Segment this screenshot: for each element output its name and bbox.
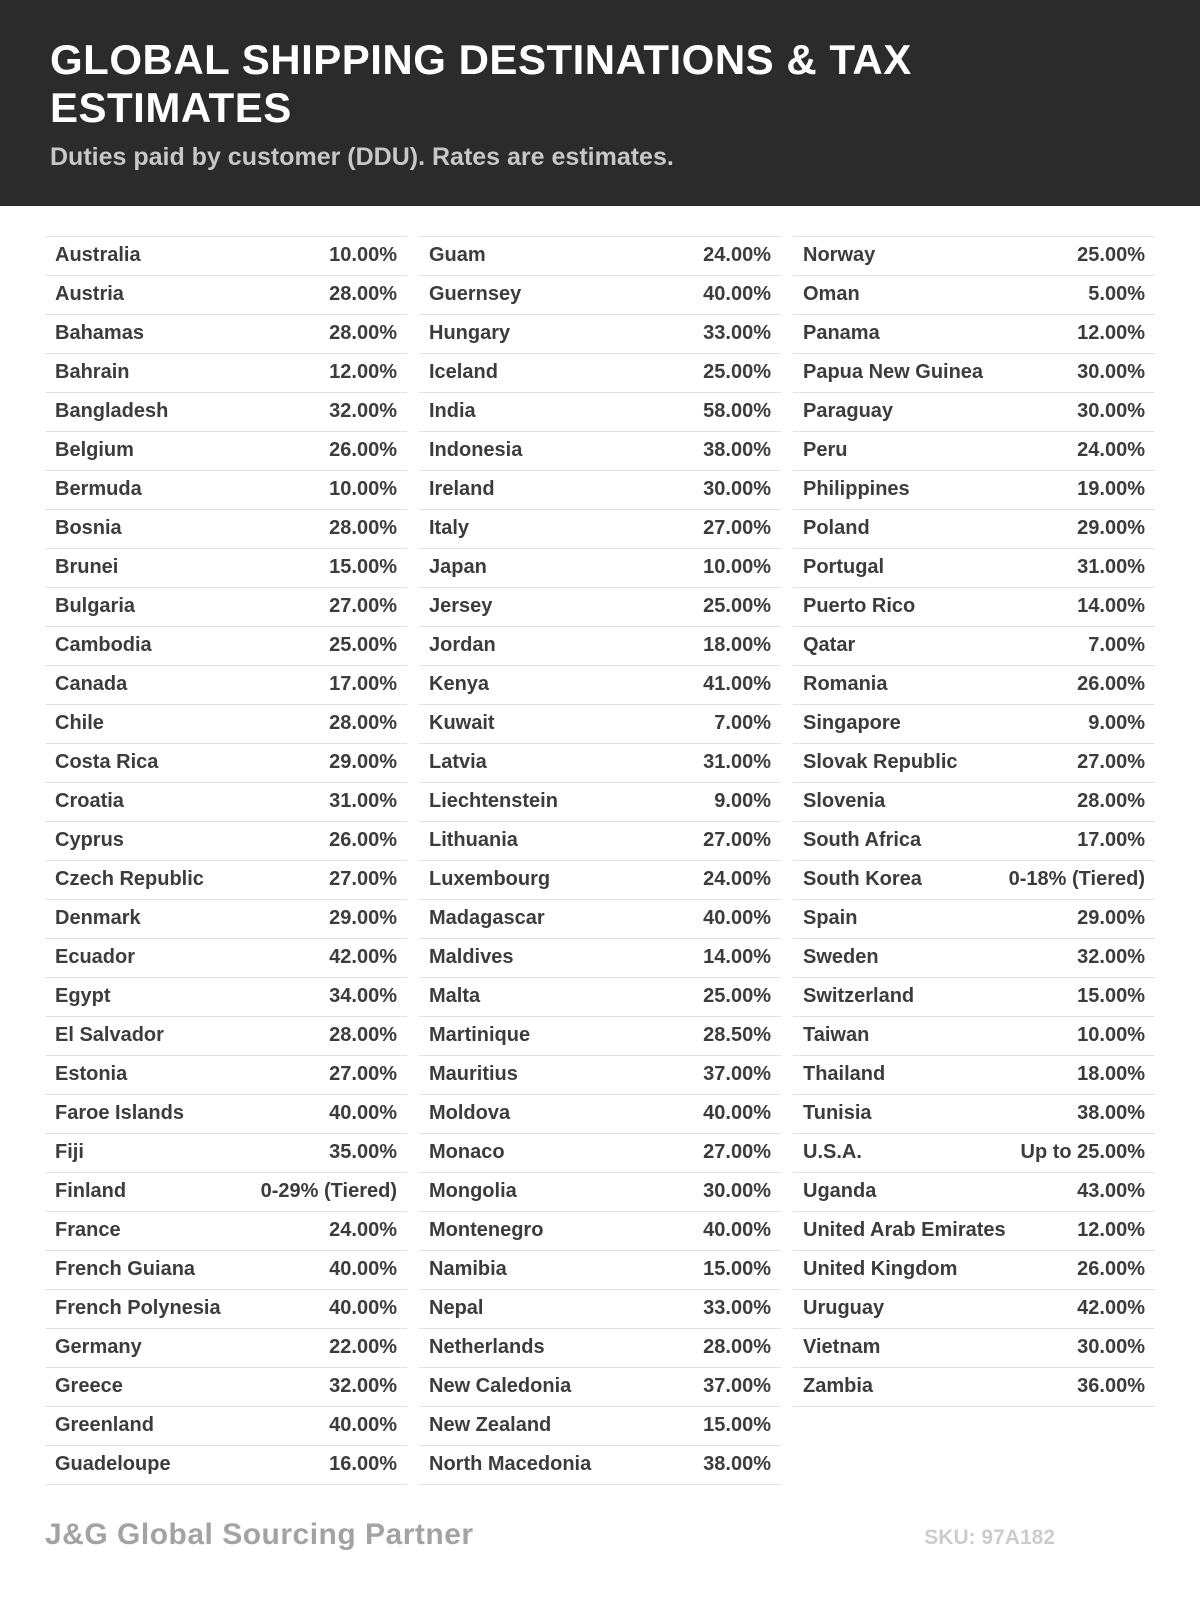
tax-rate: 12.00% <box>1077 1219 1145 1242</box>
country-name: U.S.A. <box>803 1141 862 1164</box>
rate-row <box>419 939 781 978</box>
tax-rate: 29.00% <box>329 907 397 930</box>
rate-row <box>793 1173 1155 1212</box>
rate-row <box>419 1017 781 1056</box>
tax-rate: 25.00% <box>329 634 397 657</box>
country-name: Jersey <box>429 595 493 618</box>
tax-rate: 19.00% <box>1077 478 1145 501</box>
country-name: Zambia <box>803 1375 874 1398</box>
tax-rate: 37.00% <box>703 1375 771 1398</box>
country-name: Mauritius <box>429 1063 518 1086</box>
country-name: United Kingdom <box>803 1258 958 1281</box>
tax-rate: 24.00% <box>703 244 771 267</box>
tax-rate: 29.00% <box>329 751 397 774</box>
country-name: Liechtenstein <box>429 790 558 813</box>
tax-rate: 31.00% <box>329 790 397 813</box>
rate-row <box>419 1173 781 1212</box>
rate-row <box>793 588 1155 627</box>
tax-rate: 22.00% <box>329 1336 397 1359</box>
tax-rate: 58.00% <box>703 400 771 423</box>
tax-rate: 28.00% <box>329 1024 397 1047</box>
rate-row <box>793 1056 1155 1095</box>
tax-rate: 25.00% <box>703 361 771 384</box>
rate-row <box>419 900 781 939</box>
rate-row <box>419 861 781 900</box>
tax-rate: 42.00% <box>1077 1297 1145 1320</box>
rate-row <box>793 1368 1155 1407</box>
rate-row <box>793 939 1155 978</box>
tax-rate: 40.00% <box>703 283 771 306</box>
country-name: Chile <box>55 712 104 735</box>
tax-rate: 30.00% <box>1077 361 1145 384</box>
tax-rate: 18.00% <box>703 634 771 657</box>
country-name: India <box>429 400 476 423</box>
tax-rate: 38.00% <box>703 439 771 462</box>
country-name: Lithuania <box>429 829 518 852</box>
country-name: Maldives <box>429 946 514 969</box>
rate-row <box>45 744 407 783</box>
tax-rate: 40.00% <box>703 1102 771 1125</box>
tax-rate: 40.00% <box>329 1258 397 1281</box>
tax-rate: 29.00% <box>1077 907 1145 930</box>
country-name: Latvia <box>429 751 487 774</box>
tax-rate: 18.00% <box>1077 1063 1145 1086</box>
rate-row <box>45 588 407 627</box>
tax-rate: 32.00% <box>329 400 397 423</box>
country-name: Greece <box>55 1375 123 1398</box>
rate-row <box>793 315 1155 354</box>
country-name: Nepal <box>429 1297 484 1320</box>
country-name: Slovenia <box>803 790 886 813</box>
tax-rate: 36.00% <box>1077 1375 1145 1398</box>
country-name: Italy <box>429 517 470 540</box>
rate-row <box>45 354 407 393</box>
country-name: North Macedonia <box>429 1453 592 1476</box>
tax-rate: 37.00% <box>703 1063 771 1086</box>
rate-row <box>793 354 1155 393</box>
tax-rate: 30.00% <box>1077 1336 1145 1359</box>
tax-rate: 40.00% <box>329 1414 397 1437</box>
rates-column-1 <box>45 236 407 1485</box>
rate-row <box>419 432 781 471</box>
country-name: Spain <box>803 907 858 930</box>
rate-row <box>793 393 1155 432</box>
rate-row <box>45 1134 407 1173</box>
rate-row <box>793 1017 1155 1056</box>
country-name: Faroe Islands <box>55 1102 184 1125</box>
country-name: Guadeloupe <box>55 1453 171 1476</box>
rate-row <box>793 237 1155 276</box>
rate-row <box>793 744 1155 783</box>
tax-rate: 40.00% <box>703 1219 771 1242</box>
tax-rate: 14.00% <box>703 946 771 969</box>
tax-rate: 40.00% <box>329 1102 397 1125</box>
rate-row <box>45 627 407 666</box>
country-name: Poland <box>803 517 870 540</box>
tax-rate: 26.00% <box>329 829 397 852</box>
tax-rate: 25.00% <box>1077 244 1145 267</box>
rate-row <box>45 1290 407 1329</box>
tax-rate: 33.00% <box>703 1297 771 1320</box>
tax-rate: 29.00% <box>1077 517 1145 540</box>
country-name: Bermuda <box>55 478 142 501</box>
tax-rate: 34.00% <box>329 985 397 1008</box>
rate-row <box>419 744 781 783</box>
country-name: Belgium <box>55 439 134 462</box>
country-name: Croatia <box>55 790 124 813</box>
rate-row <box>45 393 407 432</box>
rate-row <box>419 276 781 315</box>
rate-row <box>419 393 781 432</box>
tax-rate: 40.00% <box>703 907 771 930</box>
rate-row <box>419 1407 781 1446</box>
rate-row <box>793 861 1155 900</box>
rate-row <box>793 276 1155 315</box>
rate-row <box>45 276 407 315</box>
tax-rate: 9.00% <box>1088 712 1145 735</box>
rate-row <box>45 978 407 1017</box>
rate-row <box>45 900 407 939</box>
tax-rate: 28.00% <box>703 1336 771 1359</box>
header-banner <box>0 0 1200 206</box>
country-name: Papua New Guinea <box>803 361 984 384</box>
country-name: Australia <box>55 244 141 267</box>
rate-row <box>793 1329 1155 1368</box>
brand-name: J&G Global Sourcing Partner <box>45 1518 474 1551</box>
tax-rate: 14.00% <box>1077 595 1145 618</box>
rate-row <box>419 1368 781 1407</box>
tax-rate: 15.00% <box>703 1258 771 1281</box>
country-name: Cambodia <box>55 634 152 657</box>
rate-row <box>45 1368 407 1407</box>
tax-rate: 28.00% <box>329 517 397 540</box>
rate-row <box>419 1095 781 1134</box>
rate-row <box>45 861 407 900</box>
rate-row <box>419 549 781 588</box>
country-name: Finland <box>55 1180 127 1203</box>
country-name: Greenland <box>55 1414 154 1437</box>
sku-label: SKU: 97A182 <box>924 1526 1055 1549</box>
tax-rate: 17.00% <box>329 673 397 696</box>
country-name: Bahrain <box>55 361 130 384</box>
rate-row <box>45 1251 407 1290</box>
tax-rate: 15.00% <box>329 556 397 579</box>
country-name: United Arab Emirates <box>803 1219 1006 1242</box>
country-name: Iceland <box>429 361 498 384</box>
tax-rate: 16.00% <box>329 1453 397 1476</box>
country-name: Uruguay <box>803 1297 885 1320</box>
tax-rate: 0-18% (Tiered) <box>1008 868 1145 891</box>
country-name: Ecuador <box>55 946 136 969</box>
tax-rate: 27.00% <box>329 1063 397 1086</box>
country-name: Costa Rica <box>55 751 159 774</box>
rate-row <box>45 705 407 744</box>
tax-rate: 31.00% <box>1077 556 1145 579</box>
country-name: Uganda <box>803 1180 877 1203</box>
country-name: Cyprus <box>55 829 124 852</box>
country-name: Indonesia <box>429 439 523 462</box>
rate-row <box>45 1407 407 1446</box>
tax-rate: 10.00% <box>1077 1024 1145 1047</box>
tax-rate: Up to 25.00% <box>1020 1141 1145 1164</box>
tax-rate: 40.00% <box>329 1297 397 1320</box>
rate-row <box>45 939 407 978</box>
country-name: Fiji <box>55 1141 84 1164</box>
rate-row <box>45 1017 407 1056</box>
tax-rate: 28.00% <box>329 283 397 306</box>
country-name: Bahamas <box>55 322 144 345</box>
rate-row <box>419 1251 781 1290</box>
country-name: Qatar <box>803 634 856 657</box>
rate-row <box>793 1134 1155 1173</box>
tax-rate: 17.00% <box>1077 829 1145 852</box>
rates-table <box>0 206 1200 1485</box>
country-name: Monaco <box>429 1141 505 1164</box>
tax-rate: 32.00% <box>1077 946 1145 969</box>
rate-row <box>419 1212 781 1251</box>
country-name: South Korea <box>803 868 922 891</box>
tax-rate: 33.00% <box>703 322 771 345</box>
country-name: Mongolia <box>429 1180 517 1203</box>
rate-row <box>45 549 407 588</box>
country-name: Namibia <box>429 1258 507 1281</box>
tax-rate: 43.00% <box>1077 1180 1145 1203</box>
country-name: Thailand <box>803 1063 886 1086</box>
tax-rate: 38.00% <box>1077 1102 1145 1125</box>
rate-row <box>419 588 781 627</box>
rate-row <box>45 1212 407 1251</box>
country-name: Malta <box>429 985 481 1008</box>
tax-rate: 31.00% <box>703 751 771 774</box>
rate-row <box>45 1446 407 1485</box>
tax-rate: 41.00% <box>703 673 771 696</box>
country-name: Netherlands <box>429 1336 545 1359</box>
country-name: El Salvador <box>55 1024 164 1047</box>
country-name: Guam <box>429 244 486 267</box>
rate-row <box>793 783 1155 822</box>
country-name: Montenegro <box>429 1219 544 1242</box>
rate-row <box>45 315 407 354</box>
country-name: Hungary <box>429 322 511 345</box>
tax-rate: 28.50% <box>703 1024 771 1047</box>
country-name: Austria <box>55 283 124 306</box>
rate-row <box>419 666 781 705</box>
country-name: Vietnam <box>803 1336 881 1359</box>
tax-rate: 12.00% <box>1077 322 1145 345</box>
country-name: Bangladesh <box>55 400 169 423</box>
tax-rate: 10.00% <box>703 556 771 579</box>
tax-rate: 27.00% <box>703 1141 771 1164</box>
rate-row <box>45 1173 407 1212</box>
country-name: Moldova <box>429 1102 511 1125</box>
rate-row <box>419 1134 781 1173</box>
tax-rate: 35.00% <box>329 1141 397 1164</box>
country-name: Oman <box>803 283 860 306</box>
rate-row <box>45 1095 407 1134</box>
country-name: Denmark <box>55 907 141 930</box>
country-name: Singapore <box>803 712 901 735</box>
tax-rate: 10.00% <box>329 478 397 501</box>
country-name: Guernsey <box>429 283 522 306</box>
tax-rate: 32.00% <box>329 1375 397 1398</box>
country-name: New Caledonia <box>429 1375 572 1398</box>
rate-row <box>793 432 1155 471</box>
country-name: Kuwait <box>429 712 495 735</box>
country-name: Peru <box>803 439 848 462</box>
rate-row <box>45 432 407 471</box>
rate-row <box>45 822 407 861</box>
country-name: Tunisia <box>803 1102 872 1125</box>
tax-rate: 5.00% <box>1088 283 1145 306</box>
tax-rate: 38.00% <box>703 1453 771 1476</box>
tax-rate: 30.00% <box>1077 400 1145 423</box>
rate-row <box>45 471 407 510</box>
rates-column-2 <box>419 236 781 1485</box>
country-name: Norway <box>803 244 876 267</box>
tax-rate: 25.00% <box>703 595 771 618</box>
tax-rate: 28.00% <box>329 712 397 735</box>
country-name: Canada <box>55 673 128 696</box>
rate-row <box>793 900 1155 939</box>
tax-rate: 28.00% <box>1077 790 1145 813</box>
rate-row <box>419 354 781 393</box>
rate-row <box>419 315 781 354</box>
country-name: South Africa <box>803 829 922 852</box>
footer <box>45 1518 1155 1552</box>
rate-row <box>419 1446 781 1485</box>
rate-row <box>793 471 1155 510</box>
tax-rate: 26.00% <box>1077 673 1145 696</box>
country-name: Bosnia <box>55 517 122 540</box>
tax-rate: 30.00% <box>703 1180 771 1203</box>
rate-row <box>419 822 781 861</box>
rate-row <box>419 1056 781 1095</box>
rate-row <box>793 549 1155 588</box>
country-name: Egypt <box>55 985 111 1008</box>
rate-row <box>419 237 781 276</box>
rate-row <box>419 978 781 1017</box>
tax-rate: 24.00% <box>1077 439 1145 462</box>
rate-row <box>45 783 407 822</box>
country-name: Estonia <box>55 1063 128 1086</box>
tax-rate: 7.00% <box>1088 634 1145 657</box>
page-title: GLOBAL SHIPPING DESTINATIONS & TAX ESTIMATES <box>50 36 912 132</box>
tax-rate: 27.00% <box>703 517 771 540</box>
rate-row <box>45 666 407 705</box>
country-name: Portugal <box>803 556 885 579</box>
tax-rate: 24.00% <box>703 868 771 891</box>
country-name: Kenya <box>429 673 490 696</box>
tax-rate: 28.00% <box>329 322 397 345</box>
tax-rate: 15.00% <box>703 1414 771 1437</box>
tax-rate: 42.00% <box>329 946 397 969</box>
rate-row <box>45 237 407 276</box>
country-name: Bulgaria <box>55 595 136 618</box>
tax-rate: 25.00% <box>703 985 771 1008</box>
rates-column-3 <box>793 236 1155 1485</box>
tax-rate: 27.00% <box>703 829 771 852</box>
tax-rate: 24.00% <box>329 1219 397 1242</box>
country-name: French Polynesia <box>55 1297 221 1320</box>
tax-rate: 0-29% (Tiered) <box>260 1180 397 1203</box>
country-name: Sweden <box>803 946 879 969</box>
country-name: Slovak Republic <box>803 751 958 774</box>
rate-row <box>45 1329 407 1368</box>
tax-rate: 30.00% <box>703 478 771 501</box>
tax-rate: 27.00% <box>1077 751 1145 774</box>
rate-row <box>793 666 1155 705</box>
country-name: Philippines <box>803 478 910 501</box>
tax-rate: 26.00% <box>1077 1258 1145 1281</box>
rate-row <box>419 1329 781 1368</box>
tax-rate: 27.00% <box>329 595 397 618</box>
rate-row <box>793 705 1155 744</box>
tax-rate: 9.00% <box>714 790 771 813</box>
tax-rate: 12.00% <box>329 361 397 384</box>
country-name: Japan <box>429 556 487 579</box>
rate-row <box>793 1290 1155 1329</box>
rate-row <box>419 1290 781 1329</box>
country-name: Taiwan <box>803 1024 870 1047</box>
country-name: Germany <box>55 1336 142 1359</box>
country-name: Luxembourg <box>429 868 551 891</box>
rate-row <box>419 510 781 549</box>
rate-row <box>793 1212 1155 1251</box>
country-name: Ireland <box>429 478 495 501</box>
country-name: Madagascar <box>429 907 545 930</box>
country-name: Switzerland <box>803 985 915 1008</box>
rate-row <box>793 1095 1155 1134</box>
country-name: Czech Republic <box>55 868 204 891</box>
page-subtitle: Duties paid by customer (DDU). Rates are estimates. <box>50 142 674 171</box>
tax-rate: 26.00% <box>329 439 397 462</box>
tax-rate: 27.00% <box>329 868 397 891</box>
rate-row <box>45 1056 407 1095</box>
country-name: French Guiana <box>55 1258 196 1281</box>
rate-row <box>793 627 1155 666</box>
rate-row <box>793 510 1155 549</box>
country-name: Panama <box>803 322 880 345</box>
country-name: Jordan <box>429 634 496 657</box>
rate-row <box>45 510 407 549</box>
tax-rate: 7.00% <box>714 712 771 735</box>
country-name: France <box>55 1219 121 1242</box>
country-name: Puerto Rico <box>803 595 916 618</box>
rate-row <box>793 978 1155 1017</box>
country-name: Martinique <box>429 1024 531 1047</box>
tax-rate: 10.00% <box>329 244 397 267</box>
rate-row <box>793 822 1155 861</box>
country-name: Brunei <box>55 556 119 579</box>
rate-row <box>419 783 781 822</box>
rate-row <box>793 1251 1155 1290</box>
rate-row <box>419 471 781 510</box>
country-name: New Zealand <box>429 1414 552 1437</box>
country-name: Paraguay <box>803 400 894 423</box>
tax-rate: 15.00% <box>1077 985 1145 1008</box>
country-name: Romania <box>803 673 888 696</box>
rate-row <box>419 627 781 666</box>
rate-row <box>419 705 781 744</box>
